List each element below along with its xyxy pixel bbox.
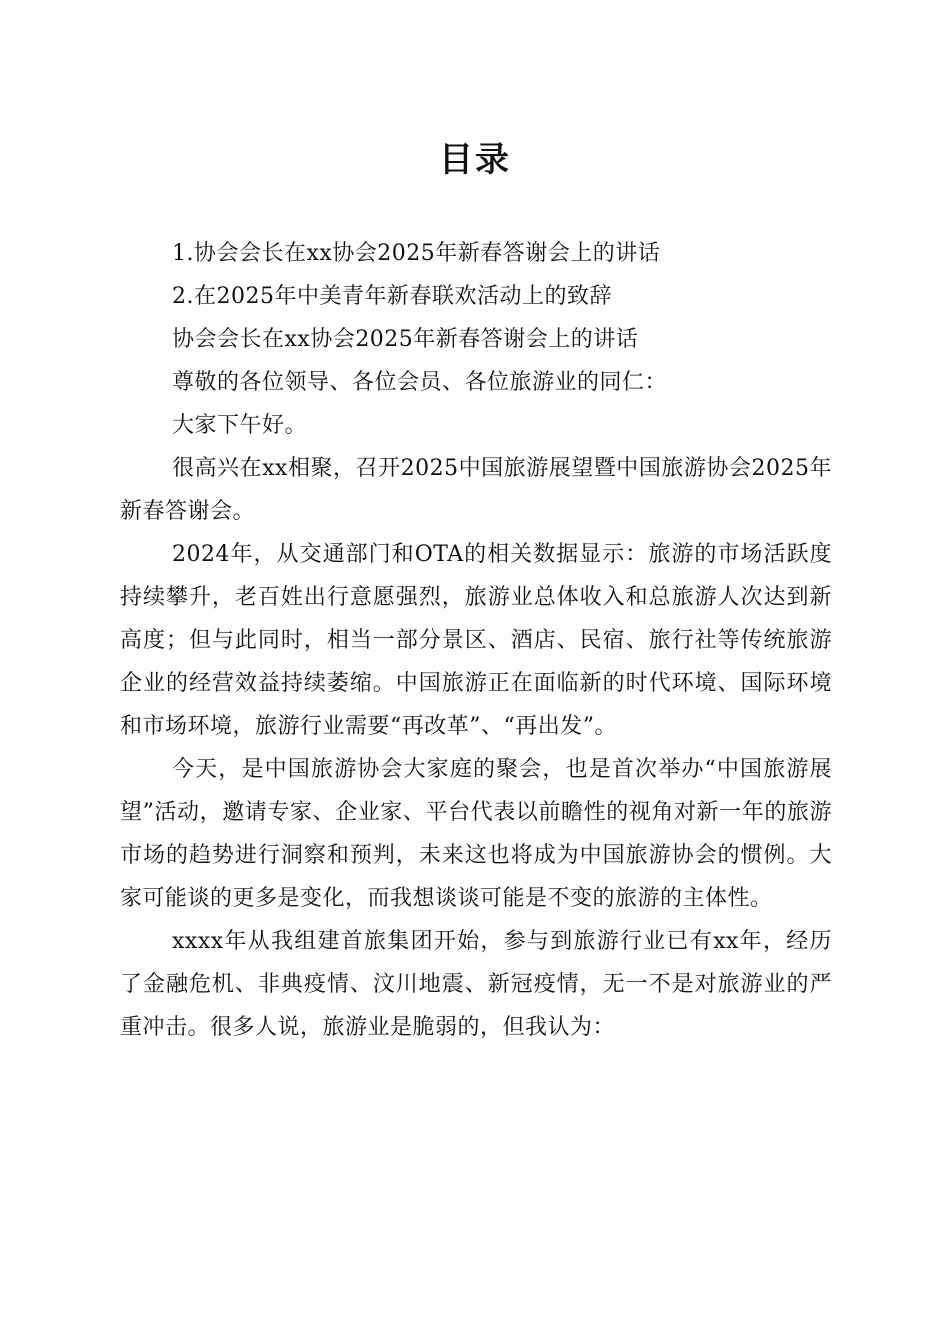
paragraph-3: 今天，是中国旅游协会大家庭的聚会，也是首次举办“中国旅游展望”活动，邀请专家、企业家、平台代表以前瞻性的视角对新一年的旅游市场的趋势进行洞察和预判，未来这也将成为中国旅游协会的惯例。大家可能谈的更多是变化，而我想谈谈可能是不变的旅游的主体性。: [120, 757, 832, 911]
speech-title: 协会会长在xx协会2025年新春答谢会上的讲话: [172, 327, 639, 352]
greeting: 大家下午好。: [172, 413, 308, 438]
paragraph-2: 2024年，从交通部门和OTA的相关数据显示：旅游的市场活跃度持续攀升，老百姓出行意愿强烈，旅游业总体收入和总旅游人次达到新高度；但与此同时，相当一部分景区、酒店、民宿、旅行社等传统旅游企业的经营效益持续萎缩。中国旅游正在面临新的时代环境、国际环境和市场环境，旅游行业需要“再改革”、“再出发”。: [120, 542, 832, 739]
toc-item-1: 1.协会会长在xx协会2025年新春答谢会上的讲话: [172, 241, 661, 266]
paragraph-4: xxxx年从我组建首旅集团开始，参与到旅游行业已有xx年，经历了金融危机、非典疫情、汶川地震、新冠疫情，无一不是对旅游业的严重冲击。很多人说，旅游业是脆弱的，但我认为：: [120, 929, 832, 1040]
document-body: [120, 232, 832, 1049]
page-title: 目录: [439, 140, 511, 180]
paragraph-1: 很高兴在xx相聚，召开2025中国旅游展望暨中国旅游协会2025年新春答谢会。: [120, 456, 832, 524]
salutation: 尊敬的各位领导、各位会员、各位旅游业的同仁：: [172, 370, 668, 395]
toc-item-2: 2.在2025年中美青年新春联欢活动上的致辞: [172, 284, 612, 309]
